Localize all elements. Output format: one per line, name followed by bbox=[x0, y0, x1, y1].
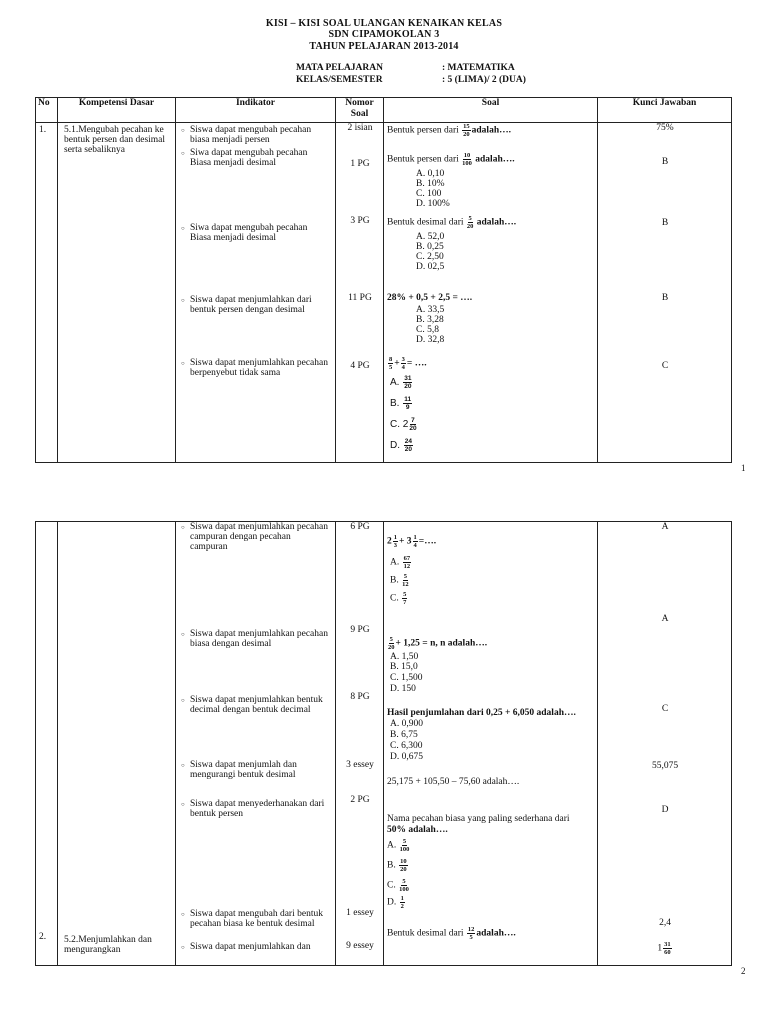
soal-p2-5-option-b bbox=[387, 858, 409, 873]
frac-num: 10 bbox=[463, 152, 471, 159]
option-label: A. bbox=[390, 377, 400, 389]
nomor-p2-1: 6 PG bbox=[350, 522, 370, 532]
option-label: C. bbox=[387, 880, 396, 891]
nomor-p2-5: 2 PG bbox=[350, 795, 370, 805]
frac-num: 8 bbox=[389, 356, 393, 363]
soal-p2-5-option-a bbox=[387, 838, 410, 853]
soal-3 bbox=[387, 215, 516, 230]
indikator-p2-6: ○ Siswa dapat mengubah dari bentuk pecahan biasa ke bentuk desimal bbox=[190, 909, 330, 929]
frac-den: 20 bbox=[466, 223, 474, 230]
frac-num: 1 bbox=[393, 534, 397, 541]
option-fraction bbox=[409, 417, 416, 432]
soal-p2-2-option-a: A. 1,50 bbox=[390, 652, 419, 662]
soal-3-option-d: D. 02,5 bbox=[416, 262, 445, 272]
subject-value: : MATEMATIKA bbox=[442, 63, 515, 73]
option-fraction bbox=[402, 573, 409, 588]
option-fraction bbox=[402, 591, 407, 606]
kunci-cell bbox=[598, 123, 732, 463]
soal-p2-5-line-1: Nama pecahan biasa yang paling sederhana dari bbox=[387, 814, 570, 824]
soal-p2-2-post: + 1,25 = n, n adalah…. bbox=[395, 638, 488, 649]
frac-num: 31 bbox=[664, 941, 671, 948]
frac-den: 60 bbox=[664, 949, 671, 956]
frac-num: 5 bbox=[389, 636, 393, 643]
no-cell-p2 bbox=[36, 522, 58, 966]
col-header-nomor-text: Nomor Soal bbox=[345, 98, 374, 119]
soal-cell-p2 bbox=[384, 522, 598, 966]
option-whole: 2 bbox=[402, 419, 409, 431]
option-fraction bbox=[399, 878, 409, 893]
soal-p2-4: 25,175 + 105,50 – 75,60 adalah…. bbox=[387, 777, 520, 787]
frac-den: 5 bbox=[389, 364, 393, 371]
kd-cell-p2 bbox=[58, 522, 176, 966]
indikator-p2-7: ○ Siswa dapat menjumlahkan dan bbox=[190, 942, 330, 952]
frac-num: 31 bbox=[404, 375, 412, 382]
kunci-p2-7 bbox=[598, 941, 732, 956]
indikator-5: ○ Siswa dapat menjumlahkan pecahan berpenyebut tidak sama bbox=[190, 358, 330, 378]
col-header-kunci: Kunci Jawaban bbox=[598, 98, 732, 123]
frac-den: 9 bbox=[405, 404, 410, 411]
frac-num: 12 bbox=[467, 926, 475, 933]
soal-p2-2-fraction bbox=[388, 636, 395, 651]
soal-p2-3-option-a: A. 0,900 bbox=[390, 719, 423, 729]
doc-title: KISI – KISI SOAL ULANGAN KENAIKAN KELAS bbox=[265, 18, 503, 29]
kunci-fraction bbox=[663, 941, 672, 956]
soal-4-option-a: A. 33,5 bbox=[416, 305, 445, 315]
soal-1-fraction bbox=[462, 123, 471, 138]
soal-5-frac-2 bbox=[401, 356, 406, 371]
soal-p2-5-option-c bbox=[387, 878, 410, 893]
nomor-4: 11 PG bbox=[348, 293, 372, 303]
soal-p2-3: Hasil penjumlahan dari 0,25 + 6,050 adalah…. bbox=[387, 708, 576, 718]
option-fraction bbox=[403, 396, 412, 411]
soal-5-frac-1 bbox=[388, 356, 393, 371]
soal-3-pre: Bentuk desimal dari bbox=[387, 217, 464, 228]
frac-num: 3 bbox=[401, 356, 405, 363]
frac-num: 24 bbox=[404, 438, 413, 445]
indikator-p2-2: ○ Siswa dapat menjumlahkan pecahan biasa dengan desimal bbox=[190, 629, 330, 649]
kompetensi-dasar: 5.1.Mengubah pecahan ke bentuk persen dan desimal serta sebaliknya bbox=[64, 125, 166, 155]
indikator-p2-4: ○ Siswa dapat menjumlah dan mengurangi bentuk desimal bbox=[190, 760, 330, 780]
soal-p2-1-option-a bbox=[390, 555, 412, 570]
kunci-3: B bbox=[661, 218, 669, 228]
frac-den: 5 bbox=[469, 934, 473, 941]
frac-den: 4 bbox=[401, 364, 405, 371]
kunci-p2-5: D bbox=[661, 805, 669, 815]
kunci-p2-3: C bbox=[661, 704, 669, 714]
kunci-whole: 1 bbox=[657, 943, 663, 954]
nomor-2: 1 PG bbox=[350, 159, 370, 169]
whole-1: 2 bbox=[387, 536, 392, 547]
indikator-1: ○ Siswa dapat mengubah pecahan biasa menjadi persen bbox=[190, 125, 330, 145]
option-label: D. bbox=[387, 897, 397, 908]
frac-den: 12 bbox=[402, 581, 409, 588]
soal-3-post: adalah…. bbox=[476, 217, 517, 228]
soal-5-option-c bbox=[390, 417, 418, 432]
soal-3-option-a: A. 52,0 bbox=[416, 232, 445, 242]
soal-p2-2-option-c: C. 1,500 bbox=[390, 673, 423, 683]
frac-den: 20 bbox=[463, 131, 470, 138]
soal-p2-5-option-d bbox=[387, 895, 406, 910]
frac-den: 20 bbox=[404, 383, 412, 390]
soal-2-option-b: B. 10% bbox=[416, 179, 445, 189]
page-number-2: 2 bbox=[741, 966, 746, 976]
frac-num: 7 bbox=[411, 417, 415, 424]
frac-num: 5 bbox=[402, 878, 406, 885]
soal-p2-1-option-c bbox=[390, 591, 408, 606]
soal-p2-1-frac-2 bbox=[413, 534, 418, 549]
frac-num: 5 bbox=[402, 838, 407, 845]
nomor-cell-p2 bbox=[336, 522, 384, 966]
kunci-2: B bbox=[661, 157, 669, 167]
school-year: TAHUN PELAJARAN 2013-2014 bbox=[309, 41, 459, 52]
frac-num: 15 bbox=[463, 123, 470, 130]
soal-4-option-d: D. 32,8 bbox=[416, 335, 445, 345]
soal-4-option-b: B. 3,28 bbox=[416, 315, 444, 325]
frac-num: 5 bbox=[468, 215, 472, 222]
soal-1-pre: Bentuk persen dari bbox=[387, 125, 459, 136]
indikator-2: ○ Siwa dapat mengubah pecahan Biasa menjadi desimal bbox=[190, 148, 330, 168]
soal-2-post: adalah…. bbox=[475, 154, 515, 165]
kunci-p2-1: A bbox=[661, 522, 669, 532]
row-number: 1. bbox=[39, 125, 47, 135]
option-fraction bbox=[399, 858, 408, 873]
kisi-table-page2 bbox=[35, 521, 732, 966]
soal-p2-2-option-d: D. 150 bbox=[390, 684, 416, 694]
col-header-nomor bbox=[336, 98, 384, 123]
frac-num: 1 bbox=[400, 895, 404, 902]
school-name: SDN CIPAMOKOLAN 3 bbox=[328, 29, 440, 40]
nomor-p2-4: 3 essey bbox=[346, 760, 374, 770]
page-number-1: 1 bbox=[741, 463, 746, 473]
soal-4: 28% + 0,5 + 2,5 = …. bbox=[387, 293, 473, 303]
kunci-1: 75% bbox=[656, 123, 674, 133]
class-label: KELAS/SEMESTER bbox=[296, 75, 383, 85]
soal-2 bbox=[387, 152, 515, 167]
soal-5-option-a bbox=[390, 375, 413, 390]
frac-num: 1 bbox=[413, 534, 417, 541]
soal-p2-6-pre: Bentuk desimal dari bbox=[387, 928, 464, 939]
no-cell bbox=[36, 123, 58, 463]
frac-num: 5 bbox=[403, 591, 407, 598]
soal-p2-1-eq: =…. bbox=[418, 536, 437, 547]
nomor-3: 3 PG bbox=[350, 216, 370, 226]
frac-den: 100 bbox=[399, 886, 409, 893]
option-fraction bbox=[400, 895, 405, 910]
indikator-4: ○ Siswa dapat menjumlahkan dari bentuk persen dengan desimal bbox=[190, 295, 330, 315]
frac-num: 67 bbox=[403, 555, 411, 562]
kompetensi-dasar-2: 5.2.Menjumlahkan dan mengurangkan bbox=[64, 935, 152, 955]
soal-p2-2 bbox=[387, 636, 487, 651]
soal-2-fraction bbox=[462, 152, 472, 167]
whole-2: 3 bbox=[406, 536, 412, 547]
frac-den: 20 bbox=[409, 425, 417, 432]
frac-den: 3 bbox=[393, 542, 397, 549]
soal-cell bbox=[384, 123, 598, 463]
col-header-indikator: Indikator bbox=[176, 98, 336, 123]
frac-den: 7 bbox=[403, 599, 407, 606]
option-label: B. bbox=[387, 860, 396, 871]
soal-2-pre: Bentuk persen dari bbox=[387, 154, 459, 165]
frac-num: 11 bbox=[404, 396, 412, 403]
indikator-p2-5: ○ Siswa dapat menyederhanakan dari bentuk persen bbox=[190, 799, 330, 819]
nomor-p2-3: 8 PG bbox=[350, 692, 370, 702]
soal-5-eq: = …. bbox=[406, 358, 427, 369]
soal-2-option-d: D. 100% bbox=[416, 199, 450, 209]
kd-cell bbox=[58, 123, 176, 463]
kisi-table-page1 bbox=[35, 97, 732, 463]
soal-5-option-b bbox=[390, 396, 413, 411]
soal-2-option-c: C. 100 bbox=[416, 189, 442, 199]
soal-p2-2-option-b: B. 15,0 bbox=[390, 662, 418, 672]
col-header-soal: Soal bbox=[384, 98, 598, 123]
soal-p2-3-option-c: C. 6,300 bbox=[390, 741, 423, 751]
nomor-5: 4 PG bbox=[350, 361, 370, 371]
soal-p2-5-line-2: 50% adalah…. bbox=[387, 825, 448, 835]
indikator-cell-p2 bbox=[176, 522, 336, 966]
frac-num: 10 bbox=[400, 858, 407, 865]
frac-den: 20 bbox=[388, 644, 395, 651]
soal-p2-6-fraction bbox=[467, 926, 476, 941]
row-number-2: 2. bbox=[39, 932, 47, 942]
kunci-cell-p2 bbox=[598, 522, 732, 966]
option-label: C. bbox=[390, 593, 399, 604]
soal-4-option-c: C. 5,8 bbox=[416, 325, 439, 335]
col-header-kd: Kompetensi Dasar bbox=[58, 98, 176, 123]
option-fraction bbox=[403, 375, 412, 390]
soal-p2-6-post: adalah…. bbox=[476, 928, 516, 939]
option-fraction bbox=[400, 838, 410, 853]
soal-5: $\frac{8}{5}$ + $\frac{3}{4}$ = …. bbox=[389, 356, 427, 371]
frac-den: 12 bbox=[403, 563, 411, 570]
indikator-cell bbox=[176, 123, 336, 463]
option-fraction bbox=[403, 555, 412, 570]
soal-p2-3-option-d: D. 0,675 bbox=[390, 752, 423, 762]
nomor-p2-6: 1 essey bbox=[346, 908, 374, 918]
soal-3-option-c: C. 2,50 bbox=[416, 252, 444, 262]
frac-den: 20 bbox=[400, 866, 407, 873]
soal-p2-1: 2 $\frac{1}{3}$ + 3 $\frac{1}{4}$ =…. bbox=[387, 534, 437, 549]
kunci-5: C bbox=[661, 361, 669, 371]
frac-den: 2 bbox=[400, 903, 404, 910]
subject-label: MATA PELAJARAN bbox=[296, 63, 383, 73]
kunci-p2-6: 2,4 bbox=[659, 918, 671, 928]
frac-num: 5 bbox=[403, 573, 407, 580]
frac-den: 100 bbox=[399, 846, 410, 853]
frac-den: 20 bbox=[404, 446, 413, 453]
option-label: A. bbox=[390, 557, 400, 568]
soal-5-option-d bbox=[390, 438, 414, 453]
frac-den: 100 bbox=[462, 160, 472, 167]
soal-p2-1-frac-1 bbox=[393, 534, 398, 549]
option-label: B. bbox=[390, 575, 399, 586]
kunci-4: B bbox=[661, 293, 669, 303]
soal-1-post: adalah…. bbox=[471, 125, 511, 136]
kunci-p2-4: 55,075 bbox=[651, 761, 679, 771]
nomor-cell bbox=[336, 123, 384, 463]
soal-1 bbox=[387, 123, 511, 138]
soal-2-option-a: A. 0,10 bbox=[416, 169, 445, 179]
option-label: A. bbox=[387, 840, 397, 851]
soal-p2-6 bbox=[387, 926, 516, 941]
option-label: B. bbox=[390, 398, 400, 410]
frac-den: 4 bbox=[413, 542, 417, 549]
col-header-no: No bbox=[36, 98, 58, 123]
option-fraction bbox=[404, 438, 413, 453]
nomor-p2-2: 9 PG bbox=[350, 625, 370, 635]
soal-3-option-b: B. 0,25 bbox=[416, 242, 444, 252]
indikator-p2-3: ○ Siswa dapat menjumlahkan bentuk decimal dengan bentuk decimal bbox=[190, 695, 330, 715]
class-value: : 5 (LIMA)/ 2 (DUA) bbox=[442, 75, 526, 85]
option-label: D. bbox=[390, 440, 400, 452]
soal-3-fraction bbox=[467, 215, 474, 230]
soal-p2-1-option-b bbox=[390, 573, 410, 588]
indikator-3: ○ Siwa dapat mengubah pecahan Biasa menjadi desimal bbox=[190, 223, 330, 243]
soal-p2-3-option-b: B. 6,75 bbox=[390, 730, 418, 740]
option-label: C. bbox=[390, 419, 400, 431]
nomor-1: 2 isian bbox=[347, 123, 373, 133]
nomor-p2-7: 9 essey bbox=[346, 941, 374, 951]
indikator-p2-1: ○ Siswa dapat menjumlahkan pecahan campuran dengan pecahan campuran bbox=[190, 522, 330, 552]
kunci-p2-2: A bbox=[661, 614, 669, 624]
